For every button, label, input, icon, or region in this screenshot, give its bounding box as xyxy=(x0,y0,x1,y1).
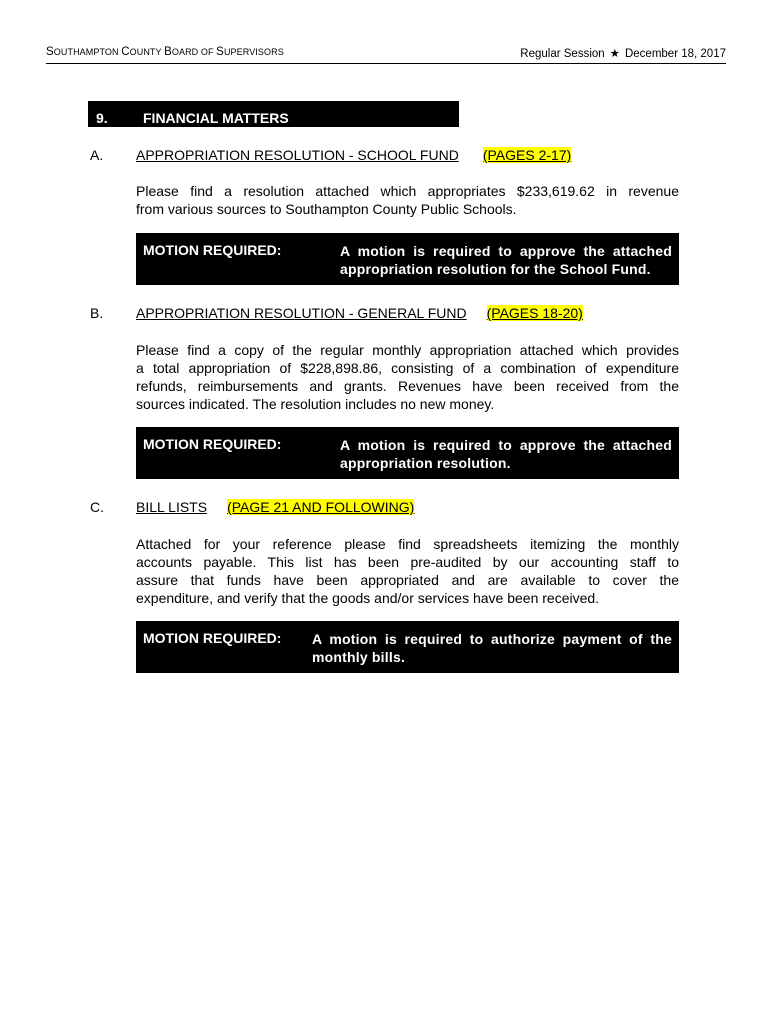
section-heading-bar xyxy=(88,101,459,127)
session-info xyxy=(520,46,726,60)
motion-label: MOTION REQUIRED: xyxy=(143,436,282,452)
paragraph-line: Attached for your reference please find spreadsheets itemizing the monthly xyxy=(136,536,679,552)
paragraph-line: Please find a resolution attached which appropriates $233,619.62 in revenue xyxy=(136,183,679,199)
pages-reference: (PAGES 2-17) xyxy=(482,147,572,163)
motion-label: MOTION REQUIRED: xyxy=(143,630,282,646)
session-date: December 18, 2017 xyxy=(624,48,726,60)
motion-line: appropriation resolution for the School Fund. xyxy=(340,261,651,277)
section-number: 9. xyxy=(96,110,108,126)
motion-text xyxy=(312,630,672,666)
pages-reference: (PAGE 21 AND FOLLOWING) xyxy=(227,499,415,515)
item-heading xyxy=(136,499,414,515)
item-heading xyxy=(136,147,571,163)
org-name-part: S xyxy=(216,46,224,58)
paragraph-line: from various sources to Southampton County Public Schools. xyxy=(136,201,517,217)
item-description xyxy=(136,535,679,607)
org-name-part: B xyxy=(164,46,172,58)
org-name-part: S xyxy=(46,46,54,58)
item-description xyxy=(136,182,679,218)
star-icon: ★ xyxy=(609,48,620,60)
pages-reference: (PAGES 18-20) xyxy=(486,305,583,321)
paragraph-line: accounts payable. This list has been pre-audited by our accounting staff to xyxy=(136,554,679,570)
motion-line: A motion is required to authorize payment of the xyxy=(312,631,672,647)
org-name-part: C xyxy=(121,46,130,58)
item-heading xyxy=(136,305,583,321)
motion-text xyxy=(340,436,672,472)
motion-box xyxy=(136,233,679,285)
motion-line: A motion is required to approve the attached xyxy=(340,243,672,259)
page-header xyxy=(46,45,726,64)
session-type: Regular Session xyxy=(520,48,605,60)
motion-text xyxy=(340,242,672,278)
paragraph-line: refunds, reimbursements and grants. Revenues have been received from the xyxy=(136,378,679,394)
org-name-part: OUTHAMPTON xyxy=(53,47,122,57)
motion-line: monthly bills. xyxy=(312,649,406,665)
org-name-part: OARD OF xyxy=(171,47,217,57)
motion-label: MOTION REQUIRED: xyxy=(143,242,282,258)
item-letter: C. xyxy=(90,499,104,515)
organization-name xyxy=(46,46,284,58)
motion-line: appropriation resolution. xyxy=(340,455,511,471)
org-name-part: OUNTY xyxy=(129,47,165,57)
motion-box xyxy=(136,621,679,673)
motion-line: A motion is required to approve the attached xyxy=(340,437,672,453)
motion-box xyxy=(136,427,679,479)
item-letter: B. xyxy=(90,305,104,321)
org-name-part: UPERVISORS xyxy=(223,47,284,57)
item-heading-text: APPROPRIATION RESOLUTION - GENERAL FUND xyxy=(136,305,467,321)
item-heading-text: BILL LISTS xyxy=(136,499,208,515)
item-description xyxy=(136,341,679,413)
paragraph-line: expenditure, and verify that the goods and/or services have been received. xyxy=(136,590,600,606)
section-title: FINANCIAL MATTERS xyxy=(143,110,289,126)
item-heading-text: APPROPRIATION RESOLUTION - SCHOOL FUND xyxy=(136,147,459,163)
paragraph-line: Please find a copy of the regular monthly appropriation attached which provides xyxy=(136,342,679,358)
item-letter: A. xyxy=(90,147,104,163)
paragraph-line: a total appropriation of $228,898.86, consisting of a combination of expenditure xyxy=(136,360,679,376)
paragraph-line: sources indicated. The resolution includes no new money. xyxy=(136,396,495,412)
paragraph-line: assure that funds have been appropriated and are available to cover the xyxy=(136,572,679,588)
